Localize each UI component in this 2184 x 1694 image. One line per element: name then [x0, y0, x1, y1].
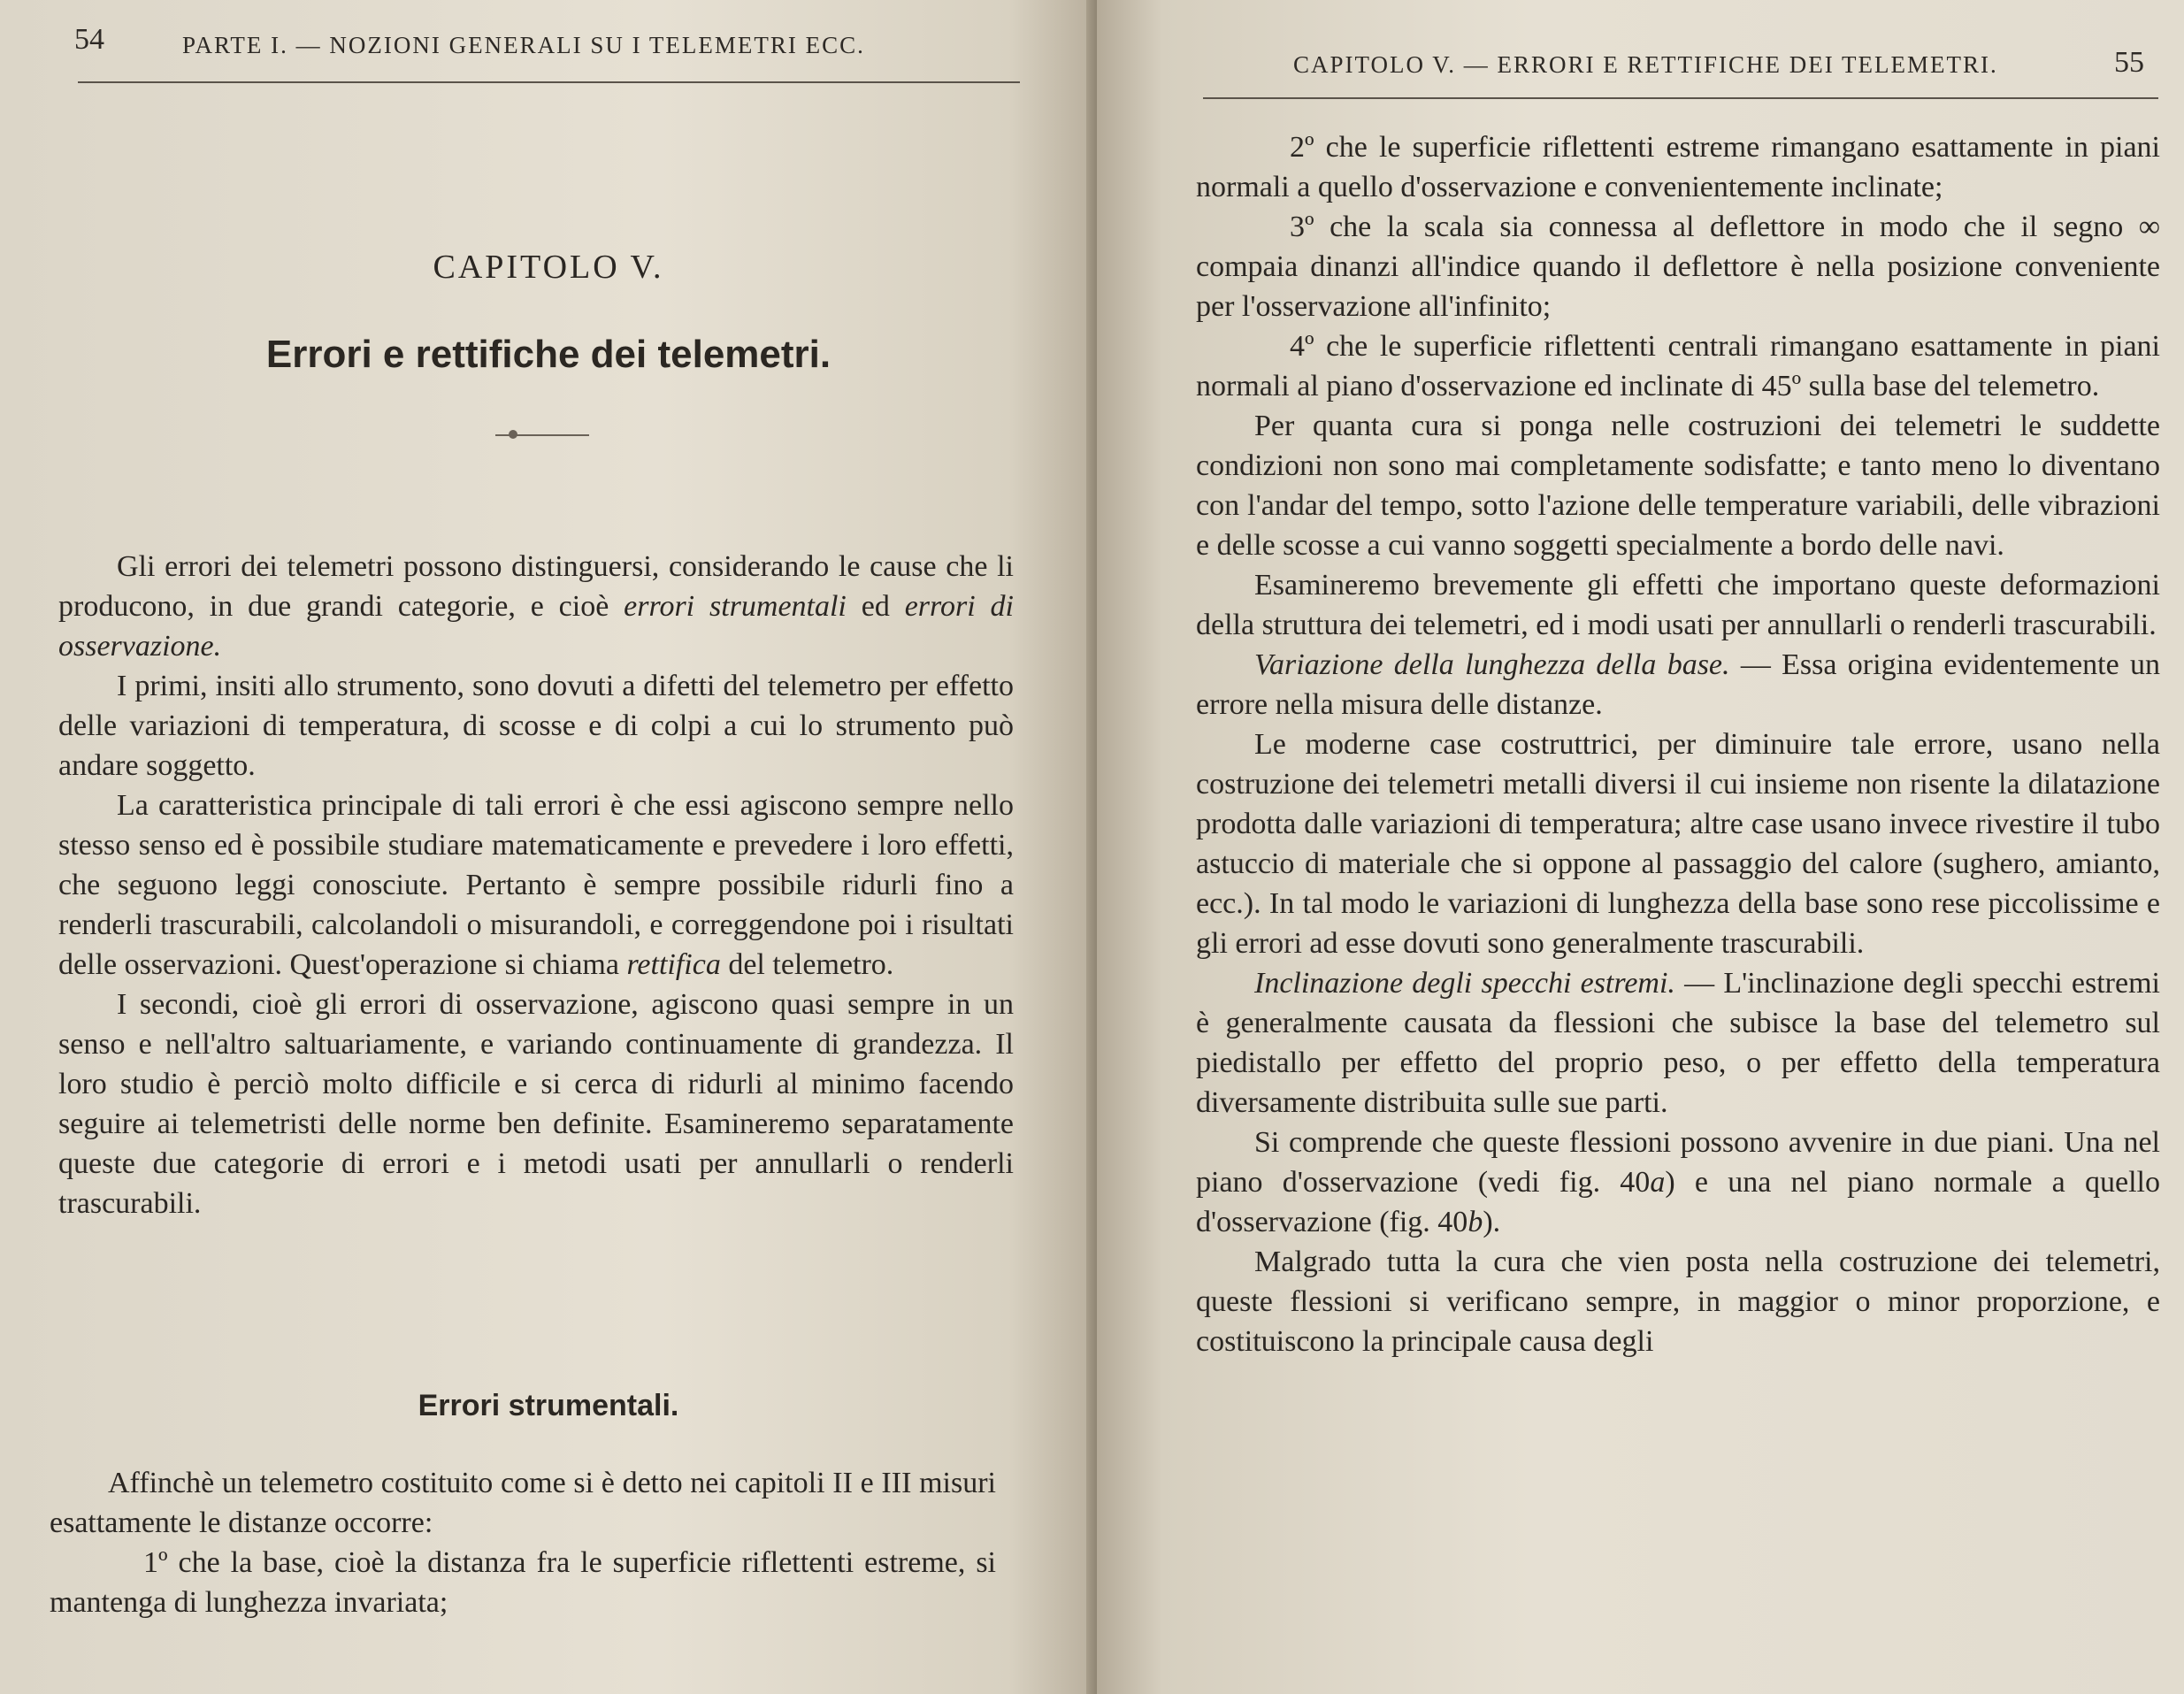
paragraph: Esamineremo brevemente gli effetti che importano queste deformazioni della struttura dei telemetri, ed i modi usati per annullarli o renderli trascurabili.	[1196, 569, 2160, 641]
list-item: 4º che le superficie riflettenti centrali rimangano esattamente in piani normali al piano d'osservazione ed inclinate di 45º sulla base del telemetro.	[1196, 330, 2160, 402]
italic-term: rettifica	[626, 948, 721, 981]
paragraph: I secondi, cioè gli errori di osservazione, agiscono quasi sempre in un senso e nell'altro saltuariamente, e variando continuamente di grandezza. Il loro studio è perciò molto difficile e si cerca di ridurli al minimo facendo seguire ai telemetristi delle norme ben definite. Esamineremo separatamente queste due categorie di errori e i metodi usati per annullarli o renderli trascurabili.	[58, 988, 1014, 1220]
chapter-label: CAPITOLO V.	[433, 249, 664, 286]
paragraph: Malgrado tutta la cura che vien posta nella costruzione dei telemetri, queste flessioni si verificano sempre, in maggior o minor proporzione, e costituiscono la principale causa degli	[1196, 1246, 2160, 1358]
list-item: 1º che la base, cioè la distanza fra le superficie riflettenti estreme, si mantenga di lunghezza invariata;	[50, 1546, 996, 1619]
running-head: CAPITOLO V. — ERRORI E RETTIFICHE DEI TELEMETRI.	[1293, 51, 1998, 78]
paragraph: Le moderne case costruttrici, per diminuire tale errore, usano nella costruzione dei telemetri metalli diversi il cui insieme non risente la dilatazione prodotta dalle variazioni di temperatura; altre case usano invece rivestire il tubo astuccio di materiale che si oppone al passaggio del calore (sughero, amianto, ecc.). In tal modo le variazioni di lunghezza della base sono rese piccolissime e gli errori ad esse dovuti sono generalmente trascurabili.	[1196, 728, 2160, 960]
running-head: PARTE I. — NOZIONI GENERALI SU I TELEMETRI ECC.	[182, 32, 865, 58]
list-item: 3º che la scala sia connessa al deflettore in modo che il segno ∞ compaia dinanzi all'indice quando il deflettore è nella posizione conveniente per l'osservazione all'infinito;	[1196, 211, 2160, 323]
paragraph	[1196, 1123, 2160, 1242]
chapter-title: Errori e rettifiche dei telemetri.	[265, 333, 831, 376]
paragraph: I primi, insiti allo strumento, sono dovuti a difetti del telemetro per effetto delle variazioni di temperatura, di scosse e di colpi a cui lo strumento può andare soggetto.	[58, 670, 1014, 782]
section-heading: Errori strumentali.	[418, 1389, 679, 1422]
paragraph: Affinchè un telemetro costituito come si è detto nei capitoli II e III misuri esattamente le distanze occorre:	[50, 1467, 996, 1539]
italic-term: errori di osservazione.	[58, 590, 1014, 663]
intro-text	[58, 547, 1014, 1223]
right-page	[1097, 0, 2184, 1694]
text-run: — Essa origina evidentemente un errore nella misura delle distanze.	[1196, 648, 2160, 721]
italic-term: Variazione della lunghezza della base.	[1254, 648, 1730, 681]
italic-term: b	[1467, 1206, 1483, 1238]
italic-term: errori strumentali	[624, 590, 847, 623]
header-rule	[78, 81, 1020, 83]
paragraph	[58, 786, 1014, 985]
main-text	[1196, 127, 2160, 1361]
italic-term: Inclinazione degli specchi estremi.	[1254, 967, 1675, 1000]
ornament-dot	[509, 430, 517, 439]
text-run: del telemetro.	[720, 948, 894, 981]
italic-term: a	[1650, 1166, 1666, 1199]
text-run: — L'inclinazione degli specchi estremi è generalmente causata da flessioni che subisce la base del telemetro sul piedistallo per effetto del proprio peso, o per effetto della temperatura diversamente distribuita sulle sue parti.	[1196, 967, 2160, 1119]
list-item: 2º che le superficie riflettenti estreme rimangano esattamente in piani normali a quello d'osservazione e convenientemente inclinate;	[1196, 131, 2160, 203]
text-run: ) e una nel piano normale a quello d'osservazione (fig. 40	[1196, 1166, 2160, 1238]
text-run: ).	[1483, 1206, 1501, 1238]
header-rule	[1203, 97, 2158, 99]
page-number: 54	[74, 23, 104, 56]
text-run: Si comprende che queste flessioni possono avvenire in due piani. Una nel piano d'osservazione (vedi fig. 40	[1196, 1126, 2160, 1199]
paragraph: Per quanta cura si ponga nelle costruzioni dei telemetri le suddette condizioni non sono mai completamente sodisfatte; e tanto meno lo diventano con l'andar del tempo, sotto l'azione delle temperature variabili, delle vibrazioni e delle scosse a cui vanno soggetti specialmente a bordo delle navi.	[1196, 410, 2160, 562]
text-run: La caratteristica principale di tali errori è che essi agiscono sempre nello stesso senso ed è possibile studiare matematicamente e prevedere i loro effetti, che seguono leggi conosciute. Pertanto è sempre possibile ridurli fino a renderli trascurabili, calcolandoli o misurandoli, e correggendone poi i risultati delle osservazioni. Quest'operazione si chiama	[58, 789, 1014, 981]
text-run: Gli errori dei telemetri possono distinguersi, considerando le cause che li producono, in due grandi categorie, e cioè	[58, 550, 1014, 623]
text-run: ed	[846, 590, 905, 623]
paragraph	[58, 547, 1014, 666]
page-number: 55	[2114, 46, 2144, 79]
paragraph	[1196, 963, 2160, 1123]
paragraph	[1196, 645, 2160, 724]
section-text	[50, 1463, 996, 1622]
